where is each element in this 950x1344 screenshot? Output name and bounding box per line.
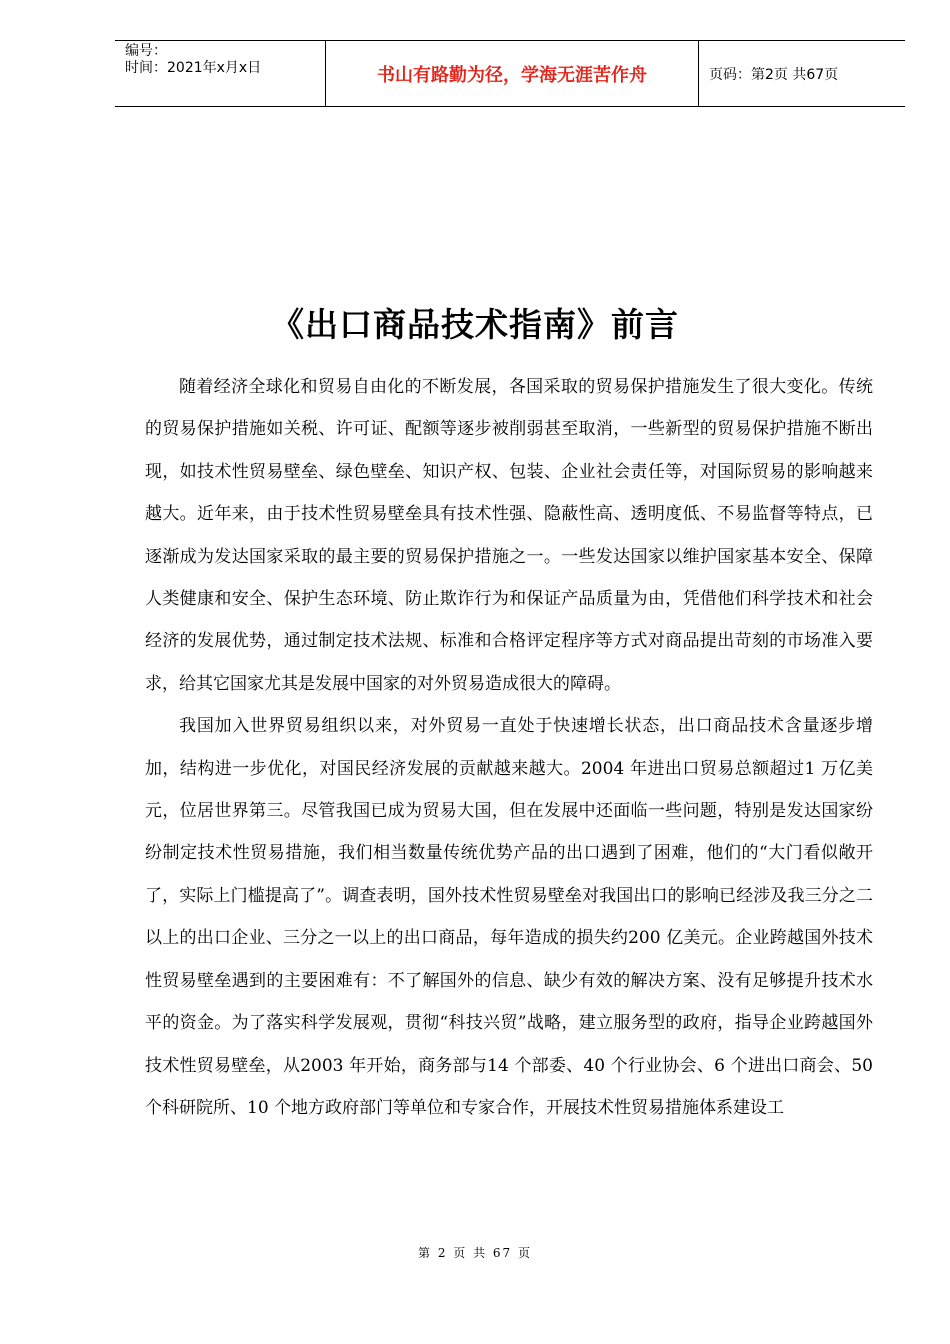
paragraph-2: 我国加入世界贸易组织以来，对外贸易一直处于快速增长状态，出口商品技术含量逐步增加，结构进一步优化，对国民经济发展的贡献越来越大。2004 年进出口贸易总额超过1 万亿美元，位居世界第三。尽管我国已成为贸易大国，但在发展中还面临一些问题，特别是发达国家纷纷制定技术性贸易措施，我们相当数量传统优势产品的出口遇到了困难，他们的“大门看似敞开了，实际上门槛提高了”。调查表明，国外技术性贸易壁垒对我国出口的影响已经涉及我三分之二以上的出口企业、三分之一以上的出口商品，每年造成的损失约200 亿美元。企业跨越国外技术性贸易壁垒遇到的主要困难有：不了解国外的信息、缺少有效的解决方案、没有足够提升技术水平的资金。为了落实科学发展观，贯彻“科技兴贸”战略，建立服务型的政府，指导企业跨越国外技术性贸易壁垒，从2003 年开始，商务部与14 个部委、40 个行业协会、6 个进出口商会、50 个科研院所、10 个地方政府部门等单位和专家合作，开展技术性贸易措施体系建设工 <box>145 716 873 1118</box>
document-time-label: 时间：2021年x月x日 <box>125 60 262 76</box>
header-page-number: 页码：第2页 共67页 <box>699 41 906 107</box>
page-header <box>115 40 905 107</box>
header-meta-cell <box>115 41 326 107</box>
header-motto: 书山有路勤为径，学海无涯苦作舟 <box>326 41 699 107</box>
paragraph-1: 随着经济全球化和贸易自由化的不断发展，各国采取的贸易保护措施发生了很大变化。传统的贸易保护措施如关税、许可证、配额等逐步被削弱甚至取消，一些新型的贸易保护措施不断出现，如技术性贸易壁垒、绿色壁垒、知识产权、包装、企业社会责任等，对国际贸易的影响越来越大。近年来，由于技术性贸易壁垒具有技术性强、隐蔽性高、透明度低、不易监督等特点，已逐渐成为发达国家采取的最主要的贸易保护措施之一。一些发达国家以维护国家基本安全、保障人类健康和安全、保护生态环境、防止欺诈行为和保证产品质量为由，凭借他们科学技术和社会经济的发展优势，通过制定技术法规、标准和合格评定程序等方式对商品提出苛刻的市场准入要求，给其它国家尤其是发展中国家的对外贸易造成很大的障碍。 <box>145 377 873 694</box>
page-footer: 第 2 页 共 67 页 <box>418 1246 532 1260</box>
document-number-label: 编号： <box>125 43 167 59</box>
document-title: 《出口商品技术指南》前言 <box>271 305 679 344</box>
document-body <box>145 366 873 1129</box>
